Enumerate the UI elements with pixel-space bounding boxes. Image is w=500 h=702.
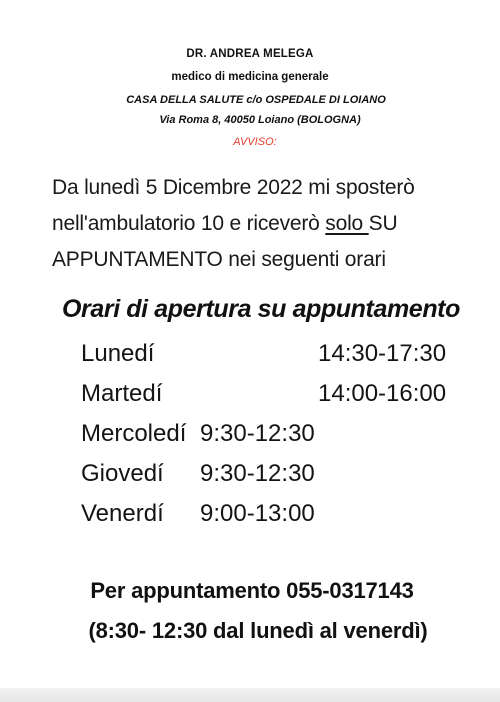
announcement-line-2: [52, 206, 482, 242]
phone-hours: (8:30- 12:30 dal lunedì al venerdì): [88, 618, 428, 643]
day-label: Venerdí: [81, 500, 164, 527]
day-label: Mercoledí: [81, 420, 187, 447]
hours-row-tuesday: [0, 380, 500, 420]
announcement-line-2-start: nell'ambulatorio 10 e riceverò: [52, 212, 326, 235]
hours-row-monday: [0, 340, 500, 380]
announcement-line-3: APPUNTAMENTO nei seguenti orari: [52, 248, 386, 271]
doctor-name: DR. ANDREA MELEGA: [186, 48, 314, 60]
hours-title: Orari di apertura su appuntamento: [62, 295, 460, 323]
announcement-line-1: Da lunedì 5 Dicembre 2022 mi sposterò: [52, 176, 415, 199]
hours-row-thursday: [0, 460, 500, 500]
page-bottom-edge: [0, 688, 500, 702]
practice-location: CASA DELLA SALUTE c/o OSPEDALE DI LOIANO: [126, 94, 386, 106]
day-label: Giovedí: [81, 460, 164, 487]
hours-row-wednesday: [0, 420, 500, 460]
practice-address: Via Roma 8, 40050 Loiano (BOLOGNA): [159, 114, 361, 126]
time-range: 14:00-16:00: [318, 380, 447, 407]
announcement-text: [52, 170, 482, 278]
notice-label: AVVISO:: [233, 136, 277, 148]
time-range: 9:30-12:30: [200, 460, 315, 487]
time-range: 9:00-13:00: [200, 500, 315, 527]
appointment-phone: Per appuntamento 055-0317143: [90, 578, 414, 603]
hours-row-friday: [0, 500, 500, 540]
announcement-underlined-word: solo: [325, 212, 369, 235]
time-range: 14:30-17:30: [318, 340, 447, 367]
time-range: 9:30-12:30: [200, 420, 315, 447]
doctor-role: medico di medicina generale: [171, 71, 329, 83]
day-label: Lunedí: [81, 340, 155, 367]
announcement-line-2-end: SU: [368, 212, 398, 235]
day-label: Martedí: [81, 380, 163, 407]
